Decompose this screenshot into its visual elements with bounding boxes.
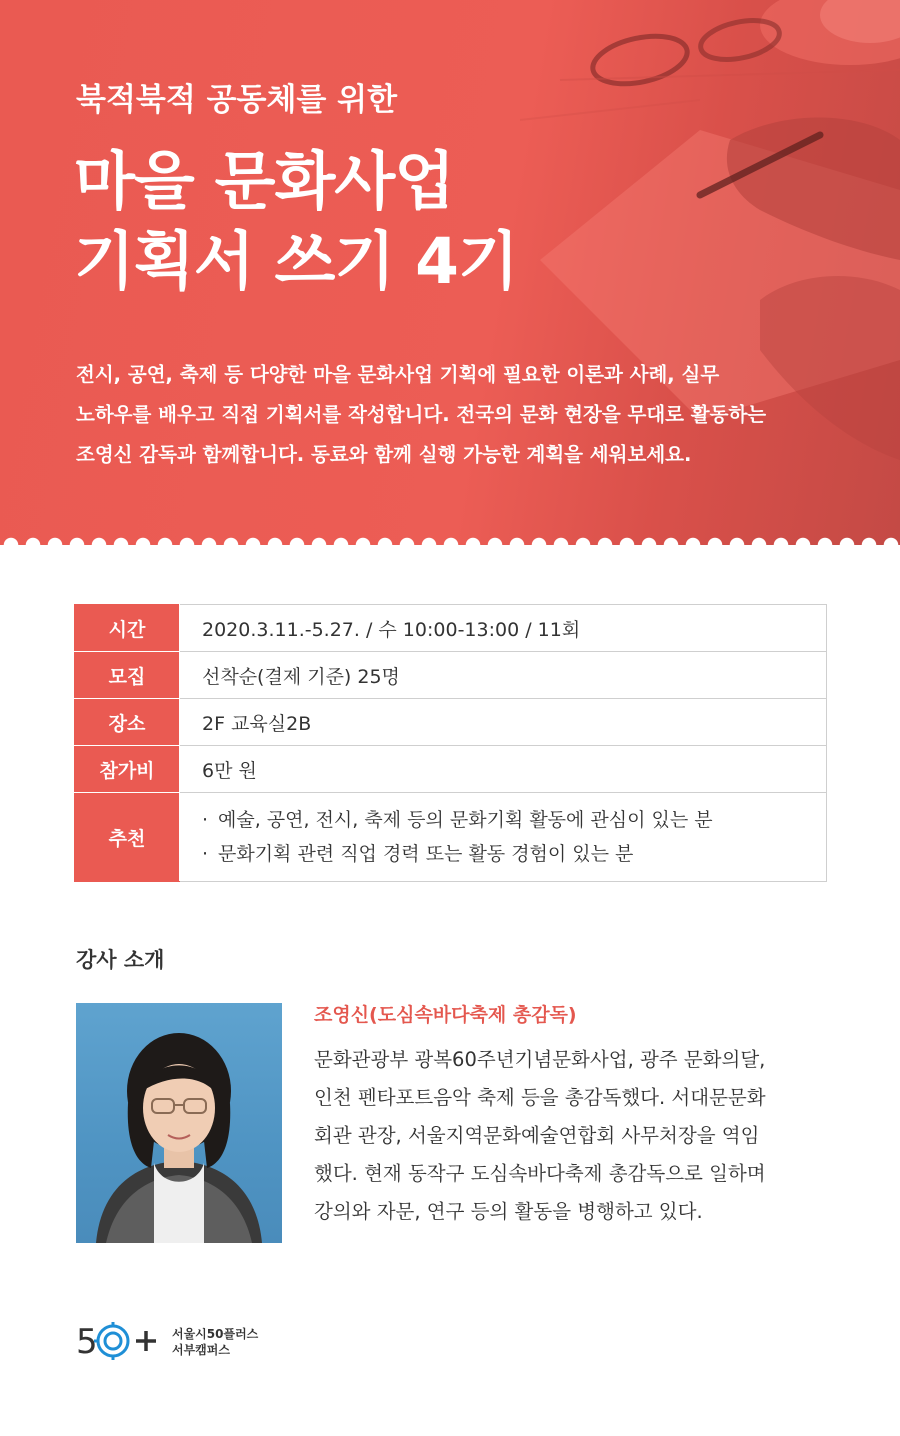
scallop-divider [0, 534, 900, 556]
intro-line: 노하우를 배우고 직접 기획서를 작성합니다. 전국의 문화 현장을 무대로 활동하는 [76, 403, 767, 426]
info-label: 추천 [75, 793, 180, 882]
instructor-section-title: 강사 소개 [76, 948, 165, 972]
info-label: 모집 [75, 652, 180, 699]
bullet: · [202, 843, 209, 865]
info-label: 참가비 [75, 746, 180, 793]
instructor-photo [76, 1003, 282, 1243]
intro-line: 조영신 감독과 함께합니다. 동료와 함께 실행 가능한 계획을 세워보세요. [76, 443, 692, 466]
info-label: 시간 [75, 605, 180, 652]
info-value: 6만 원 [180, 746, 827, 793]
bio-line: 강의와 자문, 연구 등의 활동을 병행하고 있다. [314, 1200, 703, 1223]
hero-subtitle: 북적북적 공동체를 위한 [76, 82, 398, 118]
hero-banner [0, 0, 900, 545]
hero-title [74, 142, 518, 302]
org-name-line-2: 서부캠퍼스 [172, 1343, 230, 1357]
instructor-bio [314, 1041, 854, 1231]
info-row-recruit [75, 652, 827, 699]
bio-line: 회관 관장, 서울지역문화예술연합회 사무처장을 역임 [314, 1124, 760, 1147]
info-value: 선착순(결제 기준) 25명 [180, 652, 827, 699]
bio-line: 했다. 현재 동작구 도심속바다축제 총감독으로 일하며 [314, 1162, 766, 1185]
svg-text:5: 5 [76, 1322, 98, 1362]
recommend-text: 문화기획 관련 직업 경력 또는 활동 경험이 있는 분 [218, 843, 634, 865]
hero-title-line-2: 기획서 쓰기 4기 [74, 225, 518, 298]
org-name [172, 1326, 258, 1358]
info-value: 2020.3.11.-5.27. / 수 10:00-13:00 / 11회 [180, 605, 827, 652]
info-value [180, 793, 827, 882]
bullet: · [202, 809, 209, 831]
recommend-text: 예술, 공연, 전시, 축제 등의 문화기획 활동에 관심이 있는 분 [218, 809, 713, 831]
info-row-time [75, 605, 827, 652]
info-row-place [75, 699, 827, 746]
info-row-recommend [75, 793, 827, 882]
bio-line: 문화관광부 광복60주년기념문화사업, 광주 문화의달, [314, 1048, 766, 1071]
bio-line: 인천 펜타포트음악 축제 등을 총감독했다. 서대문문화 [314, 1086, 766, 1109]
info-row-fee [75, 746, 827, 793]
info-label: 장소 [75, 699, 180, 746]
hero-title-line-1: 마을 문화사업 [74, 145, 455, 218]
info-value: 2F 교육실2B [180, 699, 827, 746]
instructor-name: 조영신(도심속바다축제 총감독) [314, 1004, 577, 1026]
course-info-table [74, 604, 827, 882]
recommend-item [202, 803, 825, 837]
intro-line: 전시, 공연, 축제 등 다양한 마을 문화사업 기획에 필요한 이론과 사례, 실무 [76, 363, 720, 386]
seoul50plus-logo [76, 1318, 166, 1362]
hero-intro [76, 355, 866, 475]
recommend-item [202, 837, 825, 871]
org-name-line-1: 서울시50플러스 [172, 1327, 259, 1341]
portrait-illustration [76, 1003, 282, 1243]
